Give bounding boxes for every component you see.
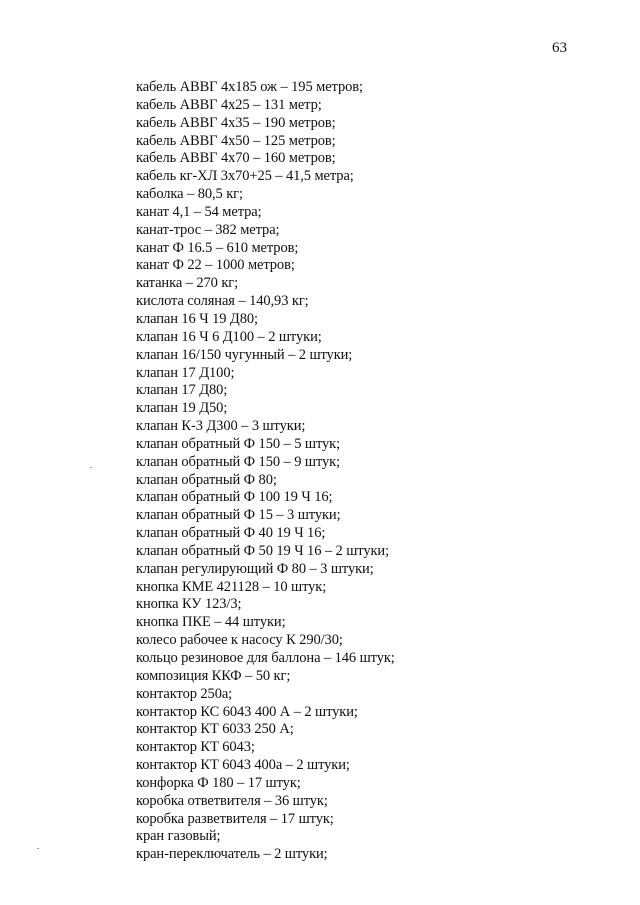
list-item: колесо рабочее к насосу К 290/30;: [136, 632, 343, 649]
list-item: клапан обратный Ф 100 19 Ч 16;: [136, 489, 333, 506]
list-item: клапан 16 Ч 19 Д80;: [136, 310, 258, 327]
list-item: кнопка КУ 123/3;: [136, 596, 242, 613]
list-item: клапан 16/150 чугунный – 2 штуки;: [136, 346, 353, 363]
list-item: кабель АВВГ 4х50 – 125 метров;: [136, 132, 336, 149]
list-item: кабель АВВГ 4х70 – 160 метров;: [136, 150, 336, 167]
list-item: кран-переключатель – 2 штуки;: [136, 846, 328, 863]
list-item: контактор КТ 6043;: [136, 739, 255, 756]
list-item: коробка разветвителя – 17 штук;: [136, 810, 334, 827]
list-item: кнопка ПКЕ – 44 штуки;: [136, 614, 286, 631]
list-item: кольцо резиновое для баллона – 146 штук;: [136, 650, 395, 666]
list-item: клапан обратный Ф 40 19 Ч 16;: [136, 525, 326, 542]
list-item: клапан 16 Ч 6 Д100 – 2 штуки;: [136, 328, 322, 345]
list-item: клапан 17 Д100;: [136, 364, 235, 381]
list-item: кабель АВВГ 4х25 – 131 метр;: [136, 96, 322, 113]
list-item: клапан обратный Ф 15 – 3 штуки;: [136, 507, 341, 524]
list-item: контактор КС 6043 400 А – 2 штуки;: [136, 703, 358, 720]
list-item: канат Ф 22 – 1000 метров;: [136, 257, 295, 274]
list-item: клапан обратный Ф 80;: [136, 471, 277, 488]
list-item: контактор 250а;: [136, 685, 233, 702]
list-item: контактор КТ 6043 400а – 2 штуки;: [136, 757, 350, 774]
list-item: каболка – 80,5 кг;: [136, 186, 243, 203]
list-item: конфорка Ф 180 – 17 штук;: [136, 774, 301, 791]
list-item: контактор КТ 6033 250 А;: [136, 721, 294, 738]
list-item: клапан 19 Д50;: [136, 400, 228, 417]
list-item: клапан 17 Д80;: [136, 382, 228, 399]
scan-speck: [90, 467, 92, 468]
list-item: кран газовый;: [136, 828, 221, 845]
list-item: канат 4,1 – 54 метра;: [136, 203, 262, 220]
list-item: клапан К-3 Д300 – 3 штуки;: [136, 418, 306, 435]
list-item: клапан обратный Ф 150 – 5 штук;: [136, 435, 341, 452]
list-item: клапан обратный Ф 50 19 Ч 16 – 2 штуки;: [136, 542, 390, 559]
list-item: кабель АВВГ 4х185 ож – 195 метров;: [136, 79, 363, 95]
list-item: канат Ф 16.5 – 610 метров;: [136, 239, 299, 256]
list-item: канат-трос – 382 метра;: [136, 221, 280, 238]
list-item: коробка ответвителя – 36 штук;: [136, 792, 328, 809]
list-item: композиция ККФ – 50 кг;: [136, 667, 291, 684]
item-list: [136, 79, 395, 864]
page-number: 63: [552, 40, 567, 56]
list-item: кнопка КМЕ 421128 – 10 штук;: [136, 578, 327, 595]
list-item: кабель кг-ХЛ 3х70+25 – 41,5 метра;: [136, 168, 354, 185]
list-item: клапан обратный Ф 150 – 9 штук;: [136, 453, 341, 470]
list-item: кислота соляная – 140,93 кг;: [136, 293, 309, 310]
list-item: катанка – 270 кг;: [136, 275, 239, 292]
scan-speck: [37, 848, 39, 849]
list-item: кабель АВВГ 4х35 – 190 метров;: [136, 114, 336, 131]
list-item: клапан регулирующий Ф 80 – 3 штуки;: [136, 560, 374, 577]
